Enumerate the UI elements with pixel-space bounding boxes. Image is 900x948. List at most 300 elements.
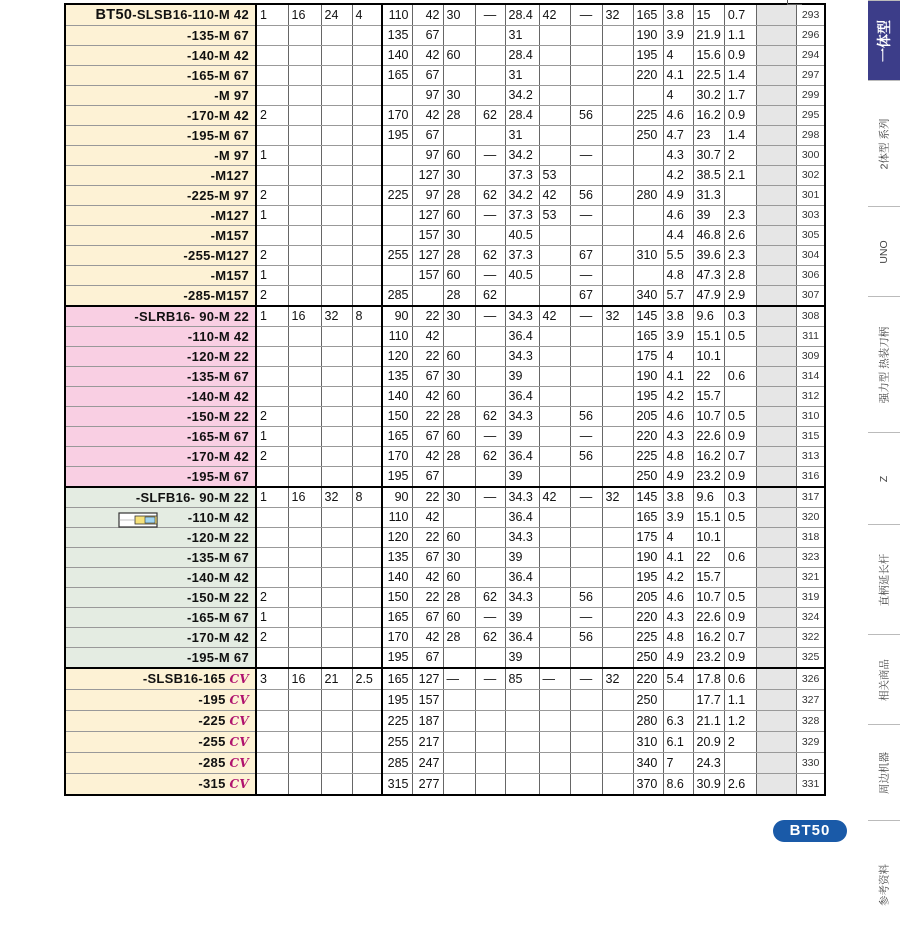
table-row [65,628,825,648]
model-code: -255 [198,734,226,749]
sidebar-tab[interactable] [868,820,900,948]
value-cell: 22 [412,487,443,508]
value-cell: 32 [602,4,633,26]
value-cell [663,690,693,711]
value-cell [443,66,475,86]
value-cell: 67 [412,467,443,488]
value-cell: 42 [412,46,443,66]
value-cell [539,608,570,628]
value-cell: 0.3 [724,306,756,327]
value-cell: 1 [256,146,288,166]
value-cell [602,548,633,568]
value-cell: 31.3 [693,186,724,206]
value-cell: 165 [382,66,412,86]
value-cell [570,86,602,106]
value-cell: 53 [539,166,570,186]
model-code: -M 97 [214,148,249,163]
spacer-cell [756,508,796,528]
value-cell [539,126,570,146]
value-cell [352,106,382,126]
value-cell: 34.2 [505,186,539,206]
value-cell [475,226,505,246]
value-cell [352,66,382,86]
sidebar-tab[interactable] [868,724,900,821]
value-cell: 60 [443,387,475,407]
model-code: -140-M 42 [187,570,249,585]
value-cell [539,387,570,407]
model-cell [65,548,256,568]
value-cell: 4.6 [663,407,693,427]
value-cell: 170 [382,106,412,126]
value-cell: 30 [443,548,475,568]
table-row [65,46,825,66]
value-cell: 2.9 [724,286,756,307]
value-cell [602,447,633,467]
value-cell [475,387,505,407]
value-cell: 255 [382,732,412,753]
value-cell: 310 [633,732,663,753]
model-code: -285-M157 [183,288,249,303]
value-cell [475,26,505,46]
sidebar-tab[interactable] [868,0,900,81]
value-cell: 28 [443,407,475,427]
value-cell: 165 [633,508,663,528]
value-cell [288,711,321,732]
value-cell: 1 [256,427,288,447]
value-cell: 127 [412,668,443,690]
page-ref-cell: 317 [796,487,825,508]
value-cell [633,166,663,186]
value-cell [256,568,288,588]
page-ref-cell: 313 [796,447,825,467]
value-cell: 0.5 [724,407,756,427]
value-cell [602,146,633,166]
value-cell: 4 [663,86,693,106]
spacer-cell [756,407,796,427]
spec-table [64,3,826,796]
value-cell: 22 [693,367,724,387]
value-cell: 62 [475,286,505,307]
value-cell [570,528,602,548]
value-cell [570,367,602,387]
value-cell [602,427,633,447]
value-cell: 60 [443,46,475,66]
value-cell: 165 [382,608,412,628]
value-cell [602,26,633,46]
value-cell: 4.8 [663,266,693,286]
model-cell [65,327,256,347]
value-cell: 205 [633,588,663,608]
value-cell: 2.1 [724,166,756,186]
value-cell: 31 [505,126,539,146]
model-cell [65,246,256,266]
value-cell [570,648,602,669]
value-cell: 220 [633,668,663,690]
value-cell: 15.7 [693,568,724,588]
value-cell: 90 [382,487,412,508]
table-row [65,66,825,86]
value-cell: 39 [505,427,539,447]
value-cell [443,26,475,46]
value-cell: 28.4 [505,46,539,66]
table-row [65,508,825,528]
value-cell: 120 [382,347,412,367]
value-cell [352,246,382,266]
value-cell [256,66,288,86]
model-cell [65,387,256,407]
value-cell: 4.6 [663,106,693,126]
spacer-cell [756,588,796,608]
value-cell: 62 [475,246,505,266]
value-cell [539,46,570,66]
value-cell [602,66,633,86]
value-cell [602,106,633,126]
value-cell: 4.2 [663,387,693,407]
value-cell [539,106,570,126]
value-cell [352,166,382,186]
value-cell: 225 [633,447,663,467]
value-cell [352,628,382,648]
value-cell [321,528,352,548]
value-cell [602,774,633,796]
value-cell [256,86,288,106]
value-cell: 42 [539,186,570,206]
value-cell: 34.3 [505,588,539,608]
value-cell [288,347,321,367]
value-cell: 36.4 [505,447,539,467]
value-cell: 150 [382,407,412,427]
value-cell: 1 [256,4,288,26]
value-cell: 250 [633,467,663,488]
value-cell: 32 [602,306,633,327]
value-cell: 4 [663,347,693,367]
value-cell: 34.2 [505,86,539,106]
tool-holder-icon [118,510,160,530]
spacer-cell [756,774,796,796]
value-cell: 140 [382,387,412,407]
value-cell: 277 [412,774,443,796]
value-cell: 4.6 [663,206,693,226]
spacer-cell [756,608,796,628]
value-cell [724,528,756,548]
value-cell: 3.9 [663,508,693,528]
value-cell: — [570,146,602,166]
value-cell: 62 [475,447,505,467]
value-cell: 1.7 [724,86,756,106]
value-cell [256,508,288,528]
value-cell [288,774,321,796]
value-cell [288,246,321,266]
sidebar-tab[interactable] [868,80,900,207]
value-cell: 5.5 [663,246,693,266]
value-cell [321,774,352,796]
value-cell: 195 [382,126,412,146]
model-code: -140-M 42 [187,48,249,63]
value-cell [443,467,475,488]
table-row [65,246,825,266]
model-cell [65,628,256,648]
value-cell: — [570,266,602,286]
value-cell: 110 [382,327,412,347]
value-cell [475,327,505,347]
model-cell [65,146,256,166]
value-cell [288,327,321,347]
value-cell: 0.5 [724,327,756,347]
model-code: -120-M 22 [187,349,249,364]
model-code: -135-M 67 [187,369,249,384]
value-cell [321,407,352,427]
value-cell: 67 [412,26,443,46]
value-cell: 2 [256,106,288,126]
value-cell: 4 [352,4,382,26]
value-cell: 4 [663,528,693,548]
value-cell [570,126,602,146]
spacer-cell [756,146,796,166]
sidebar-tab[interactable] [868,634,900,725]
table-row [65,387,825,407]
model-cell [65,668,256,690]
value-cell [443,508,475,528]
page-ref-cell: 316 [796,467,825,488]
value-cell [602,347,633,367]
value-cell: 21.1 [693,711,724,732]
value-cell: 10.7 [693,588,724,608]
page-ref-cell: 294 [796,46,825,66]
value-cell: 32 [321,487,352,508]
value-cell [352,508,382,528]
model-cell [65,347,256,367]
value-cell: 4.2 [663,166,693,186]
spacer-cell [756,447,796,467]
table-row [65,732,825,753]
value-cell [602,46,633,66]
value-cell: 4.1 [663,548,693,568]
spacer-cell [756,548,796,568]
value-cell [288,427,321,447]
value-cell [382,146,412,166]
spacer-cell [756,487,796,508]
value-cell: 225 [382,186,412,206]
value-cell [443,327,475,347]
model-code: -150-M 22 [187,590,249,605]
sidebar-tab[interactable] [868,206,900,297]
value-cell [539,286,570,307]
sidebar-tab-label: 直柄延长杆 [878,553,891,607]
sidebar-tab[interactable] [868,432,900,525]
sidebar-tab-label: UNO [878,240,890,264]
value-cell: 225 [382,711,412,732]
value-cell: 34.3 [505,487,539,508]
value-cell: 42 [412,628,443,648]
value-cell: 42 [539,487,570,508]
page-ref-cell: 293 [796,4,825,26]
value-cell: — [475,668,505,690]
value-cell: 1.4 [724,66,756,86]
spacer-cell [756,286,796,307]
page-ref-cell: 319 [796,588,825,608]
model-cell [65,367,256,387]
value-cell: 140 [382,46,412,66]
spacer-cell [756,467,796,488]
value-cell [475,753,505,774]
spacer-cell [756,732,796,753]
value-cell [412,286,443,307]
value-cell: 56 [570,447,602,467]
value-cell: — [475,206,505,226]
model-cell [65,487,256,508]
value-cell: 67 [570,246,602,266]
value-cell [288,648,321,669]
model-code: -165-M 67 [187,68,249,83]
model-cell [65,86,256,106]
table-row [65,126,825,146]
spacer-cell [756,106,796,126]
value-cell: 1.4 [724,126,756,146]
value-cell: 4.8 [663,628,693,648]
sidebar-tab[interactable] [868,524,900,635]
sidebar-tab[interactable] [868,296,900,433]
spacer-cell [756,246,796,266]
value-cell [321,711,352,732]
page-ref-cell: 323 [796,548,825,568]
model-cell [65,66,256,86]
value-cell [539,528,570,548]
value-cell: 7 [663,753,693,774]
value-cell [352,648,382,669]
value-cell: 2.6 [724,226,756,246]
value-cell: 47.9 [693,286,724,307]
value-cell: 97 [412,146,443,166]
value-cell [443,711,475,732]
value-cell [602,690,633,711]
value-cell: 3.8 [663,487,693,508]
value-cell: 24.3 [693,753,724,774]
value-cell [475,46,505,66]
value-cell: 3.8 [663,306,693,327]
value-cell: — [570,668,602,690]
value-cell: 340 [633,753,663,774]
value-cell [539,86,570,106]
value-cell [288,690,321,711]
value-cell: 2 [256,407,288,427]
value-cell [602,367,633,387]
model-cell [65,206,256,226]
model-code: -SLSB16-165 [142,671,226,686]
value-cell: 30 [443,487,475,508]
value-cell: 190 [633,548,663,568]
value-cell: 37.3 [505,166,539,186]
page-ref-cell: 305 [796,226,825,246]
spacer-cell [756,4,796,26]
spacer-cell [756,226,796,246]
spacer-cell [756,528,796,548]
model-cell [65,732,256,753]
value-cell: — [570,487,602,508]
table-row [65,347,825,367]
value-cell [475,467,505,488]
value-cell [602,327,633,347]
value-cell [539,690,570,711]
table-row [65,306,825,327]
value-cell: 60 [443,528,475,548]
value-cell [570,166,602,186]
value-cell [570,46,602,66]
model-code: -195-M 67 [187,469,249,484]
value-cell: 22 [412,347,443,367]
value-cell [321,367,352,387]
value-cell: 0.9 [724,427,756,447]
value-cell [288,387,321,407]
page-ref-cell: 296 [796,26,825,46]
value-cell: 67 [412,126,443,146]
value-cell [539,732,570,753]
value-cell [382,86,412,106]
model-code: -165-M 67 [187,429,249,444]
table-row [65,648,825,669]
value-cell: 15.6 [693,46,724,66]
value-cell: — [570,306,602,327]
value-cell: 4.3 [663,608,693,628]
value-cell [352,146,382,166]
value-cell: 127 [412,206,443,226]
page-ref-cell: 304 [796,246,825,266]
value-cell: 34.3 [505,407,539,427]
value-cell: 17.7 [693,690,724,711]
model-code: -M157 [210,268,249,283]
value-cell: — [570,608,602,628]
value-cell: 165 [633,327,663,347]
page-ref-cell: 314 [796,367,825,387]
value-cell: 39 [505,608,539,628]
value-cell: 217 [412,732,443,753]
table-row [65,711,825,732]
spacer-cell [756,66,796,86]
model-code: -110-M 42 [187,510,249,525]
value-cell: 53 [539,206,570,226]
value-cell [288,528,321,548]
value-cell: 2 [256,588,288,608]
value-cell [570,732,602,753]
model-code: -170-M 42 [187,449,249,464]
value-cell [633,206,663,226]
page-ref-cell: 331 [796,774,825,796]
value-cell: 1.1 [724,690,756,711]
page-ref-cell: 310 [796,407,825,427]
model-cell [65,166,256,186]
value-cell: 4.3 [663,146,693,166]
value-cell [539,467,570,488]
value-cell [321,608,352,628]
table-row [65,4,825,26]
value-cell: 4.1 [663,66,693,86]
page-ref-cell: 327 [796,690,825,711]
value-cell [570,387,602,407]
value-cell: 1 [256,306,288,327]
value-cell: — [475,487,505,508]
value-cell: 0.5 [724,508,756,528]
value-cell: 195 [633,387,663,407]
page-ref-cell: 299 [796,86,825,106]
value-cell [256,467,288,488]
model-cell [65,508,256,528]
value-cell: 150 [382,588,412,608]
value-cell: 36.4 [505,508,539,528]
value-cell: 285 [382,753,412,774]
value-cell: 195 [382,648,412,669]
value-cell: 175 [633,528,663,548]
value-cell [288,26,321,46]
value-cell [539,427,570,447]
